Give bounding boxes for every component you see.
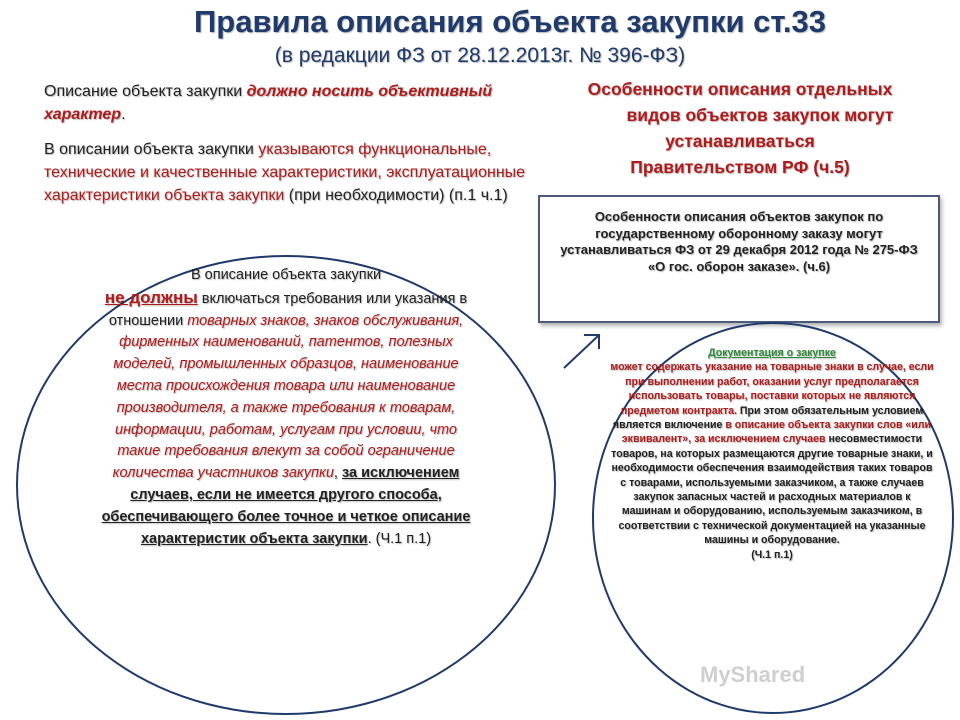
right-ellipse-text bbox=[608, 346, 936, 562]
defense-order-text: Особенности описания объектов закупок по государственному оборонному заказу могут устанавливаться ФЗ от 29 декабря 2012 года № 275-ФЗ «О гос. оборон заказе». (ч.6) bbox=[560, 209, 918, 274]
exception-clause: за исключением случаев, если не имеется другого способа, обеспечивающего более точное и четкое описание характеристик объекта закупки bbox=[101, 465, 471, 547]
watermark: MyShared bbox=[700, 662, 806, 687]
government-heading bbox=[540, 76, 940, 180]
p2-text-c: (при необходимости) bbox=[284, 187, 445, 204]
incompatibility-text: несовместимости товаров, на которых размещаются другие товарные знаки, и необходимости обеспечения взаимодействия таких товаров с товарами, используемыми заказчиком, а также случаев закупок запасных частей и расходных материалов к машинам и оборудованию, используемым заказчиком, в соответствии с технической документацией на указанные машины и оборудование. bbox=[611, 433, 933, 547]
equivalent-clause: в описание объекта закупки слов «или эквивалент», за исключением случаев bbox=[621, 419, 932, 446]
must-not-label: не должны bbox=[104, 287, 198, 307]
ellipse-comma: , bbox=[333, 465, 342, 482]
p1-text-c: . bbox=[121, 106, 126, 123]
p2-text-emphasis: указываются функциональные, технические и качественные характеристики, эксплуатационные характеристики объекта закупки bbox=[44, 141, 526, 204]
ellipse-reference: (Ч.1 п.1) bbox=[375, 530, 432, 547]
p2-text-a: В описании объекта закупки bbox=[44, 141, 259, 158]
trademarks-list: товарных знаков, знаков обслуживания, фирменных наименований, патентов, полезных моделей, промышленных образцов, наименование места происхождения товара или наименование производителя, а также требования к товарам, информации, работам, услугам при условии, что такие требования влекут за собой ограничение количества участников закупки bbox=[112, 312, 464, 482]
documentation-label: Документация о закупке bbox=[708, 347, 836, 359]
gov-heading-line-3: устанавливаться bbox=[665, 131, 815, 151]
gov-heading-line-4: Правительством РФ (ч.5) bbox=[630, 157, 850, 177]
page-subtitle: (в редакции ФЗ от 28.12.2013г. № 396-ФЗ) bbox=[274, 44, 686, 67]
characteristics-paragraph bbox=[44, 138, 534, 207]
ellipse-period: . bbox=[367, 530, 376, 547]
p2-text-ref: (п.1 ч.1) bbox=[444, 187, 508, 204]
right-ellipse-reference: (Ч.1 п.1) bbox=[751, 548, 793, 561]
p1-text-a: Описание объекта закупки bbox=[44, 83, 247, 100]
mandatory-condition-text: При этом обязательным условием является включение bbox=[612, 404, 924, 432]
trademark-allowed-text: может содержать указание на товарные знаки в случае, если при выполнении работ, оказании услуг предполагается использовать товары, поставки которых не являются предметом контракта. bbox=[610, 361, 934, 417]
defense-order-box bbox=[538, 195, 940, 323]
gov-heading-line-2: видов объектов закупок могут bbox=[626, 105, 894, 125]
page-title: Правила описания объекта закупки ст.33 bbox=[194, 4, 826, 39]
p1-text-emphasis: должно носить объективный характер bbox=[44, 83, 493, 123]
gov-heading-line-1: Особенности описания отдельных bbox=[587, 79, 893, 99]
ellipse-requirements: включаться требования или указания в отношении bbox=[108, 290, 468, 329]
arrow-icon bbox=[560, 328, 606, 374]
left-ellipse-text bbox=[96, 265, 476, 550]
objective-paragraph bbox=[44, 80, 534, 126]
ellipse-intro: В описание объекта закупки bbox=[190, 267, 382, 283]
